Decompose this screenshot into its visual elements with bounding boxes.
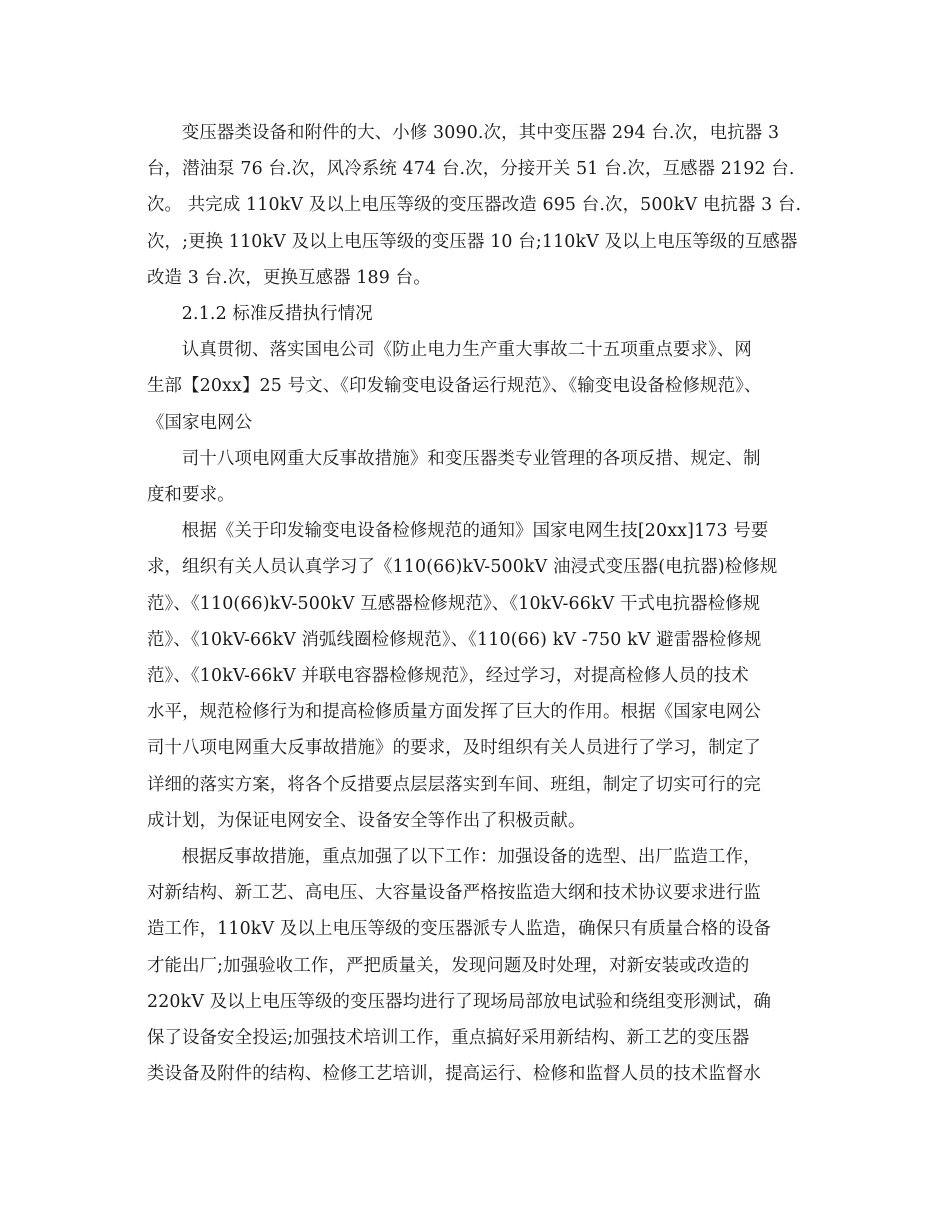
- text-line: 220kV 及以上电压等级的变压器均进行了现场局部放电试验和绕组变形测试，确: [147, 991, 772, 1012]
- text-line: 《国家电网公: [147, 412, 253, 433]
- text-line: 水平，规范检修行为和提高检修质量方面发挥了巨大的作用。根据《国家电网公: [147, 702, 761, 723]
- text-line: 范》、《10kV-66kV 并联电容器检修规范》，经过学习，对提高检修人员的技术: [147, 666, 749, 687]
- text-line: 次，;更换 110kV 及以上电压等级的变压器 10 台;110kV 及以上电压等级的互感器: [147, 231, 798, 252]
- text-line: 成计划，为保证电网安全、设备安全等作出了积极贡献。: [147, 810, 586, 831]
- text-line: 范》、《10kV-66kV 消弧线圈检修规范》、《110(66) kV -750 kV 避雷器检修规: [147, 629, 762, 650]
- text-line: 才能出厂;加强验收工作，严把质量关，发现问题及时处理，对新安装或改造的: [147, 955, 750, 976]
- text-line: 司十八项电网重大反事故措施》的要求，及时组织有关人员进行了学习，制定了: [147, 738, 761, 759]
- text-line: 2.1.2 标准反措执行情况: [181, 304, 373, 325]
- text-line: 变压器类设备和附件的大、小修 3090.次，其中变压器 294 台.次，电抗器 3: [181, 123, 780, 143]
- text-line: 司十八项电网重大反事故措施》和变压器类专业管理的各项反措、规定、制: [181, 448, 761, 469]
- text-line: 改造 3 台.次，更换互感器 189 台。: [147, 267, 431, 288]
- text-line: 根据反事故措施，重点加强了以下工作：加强设备的选型、出厂监造工作，: [181, 847, 761, 868]
- text-line: 度和要求。: [147, 485, 235, 506]
- document-body: [147, 115, 837, 1092]
- text-line: 台，潜油泵 76 台.次，风冷系统 474 台.次，分接开关 51 台.次，互感器 2192 台.: [147, 159, 795, 180]
- text-line: 类设备及附件的结构、检修工艺培训，提高运行、检修和监督人员的技术监督水: [147, 1064, 761, 1085]
- text-line: 根据《关于印发输变电设备检修规范的通知》国家电网生技[20xx]173 号要: [181, 521, 769, 542]
- text-line: 造工作，110kV 及以上电压等级的变压器派专人监造，确保只有质量合格的设备: [147, 919, 772, 940]
- text-line: 保了设备安全投运;加强技术培训工作，重点搞好采用新结构、新工艺的变压器: [147, 1028, 750, 1049]
- text-line: 认真贯彻、落实国电公司《防止电力生产重大事故二十五项重点要求》、网: [181, 340, 752, 361]
- text-line: 详细的落实方案，将各个反措要点层层落实到车间、班组，制定了切实可行的完: [147, 774, 761, 795]
- text-line: 对新结构、新工艺、高电压、大容量设备严格按监造大纲和技术协议要求进行监: [147, 883, 761, 904]
- text-line: 生部【20xx】25 号文、《印发输变电设备运行规范》、《输变电设备检修规范》、: [147, 376, 762, 397]
- text-line: 求，组织有关人员认真学习了《110(66)kV-500kV 油浸式变压器(电抗器)检修规: [147, 557, 778, 578]
- text-line: 次。 共完成 110kV 及以上电压等级的变压器改造 695 台.次，500kV 电抗器 3 台.: [147, 195, 802, 216]
- text-line: 范》、《110(66)kV-500kV 互感器检修规范》、《10kV-66kV 干式电抗器检修规: [147, 593, 761, 614]
